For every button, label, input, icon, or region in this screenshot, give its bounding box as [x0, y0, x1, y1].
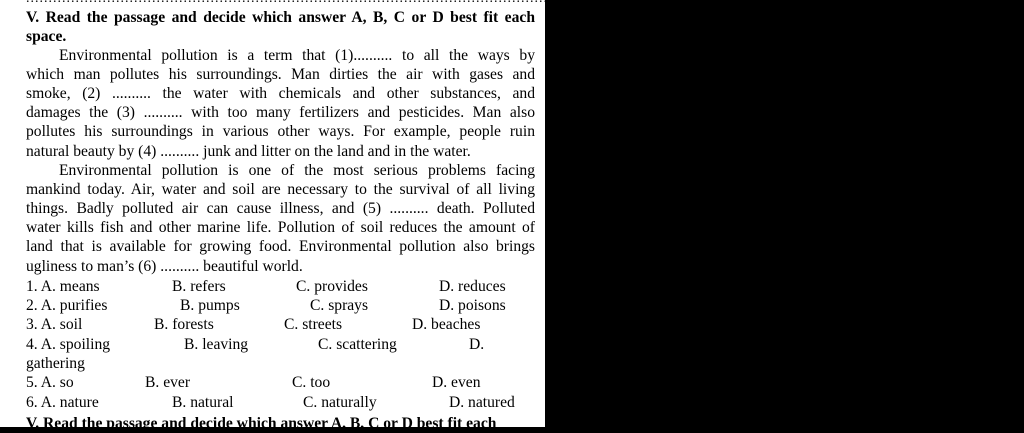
question-4-option-c: C. scattering [318, 336, 397, 353]
question-5-option-a: 5. A. so [26, 374, 74, 391]
question-6-option-b: B. natural [172, 394, 234, 411]
passage-line: which man pollutes his surroundings. Man dirties the air with gases and [26, 66, 535, 83]
question-1-option-d: D. reduces [439, 278, 506, 295]
question-3-option-a: 3. A. soil [26, 316, 83, 333]
question-2-option-c: C. sprays [310, 297, 369, 314]
passage-line: mankind today. Air, water and soil are necessary to the survival of all living [26, 181, 535, 198]
question-5-option-c: C. too [292, 374, 331, 391]
question-3-option-b: B. forests [154, 316, 214, 333]
question-4-option-d-cont: gathering [26, 355, 85, 372]
cutoff-heading: V. Read the passage and decide which answer A, B, C or D best fit each [26, 415, 497, 432]
question-4-option-a: 4. A. spoiling [26, 336, 111, 353]
question-2-option-b: B. pumps [180, 297, 240, 314]
question-1-option-c: C. provides [296, 278, 368, 295]
passage-line: damages the (3) .......... with too many fertilizers and pesticides. Man also [26, 104, 535, 121]
passage-line: smoke, (2) .......... the water with chemicals and other substances, and [26, 85, 535, 102]
question-6-option-d: D. natured [449, 394, 515, 411]
question-1-option-a: 1. A. means [26, 278, 100, 295]
question-4-option-b: B. leaving [184, 336, 249, 353]
question-6-option-a: 6. A. nature [26, 394, 99, 411]
question-3-option-c: C. streets [284, 316, 343, 333]
passage-line: land that is available for growing food. Environmental pollution also brings [26, 238, 535, 255]
passage-line: things. Badly polluted air can cause illness, and (5) .......... death. Polluted [26, 200, 535, 217]
dotted-separator [26, 0, 535, 7]
section-heading-cont: space. [26, 28, 67, 45]
question-1-option-b: B. refers [172, 278, 226, 295]
section-heading: V. Read the passage and decide which answer A, B, C or D best fit each [26, 9, 535, 26]
passage-line: pollutes his surroundings in various other ways. For example, people ruin [26, 123, 535, 140]
passage-line: Environmental pollution is one of the most serious problems facing [59, 162, 535, 179]
passage-line: water kills fish and other marine life. Pollution of soil reduces the amount of [26, 219, 535, 236]
question-2-option-a: 2. A. purifies [26, 297, 108, 314]
question-3-option-d: D. beaches [412, 316, 481, 333]
passage-line: ugliness to man’s (6) .......... beautiful world. [26, 258, 303, 275]
question-6-option-c: C. naturally [303, 394, 377, 411]
question-4-option-d: D. [469, 336, 485, 353]
question-2-option-d: D. poisons [439, 297, 506, 314]
question-5-option-d: D. even [432, 374, 481, 391]
passage-line: natural beauty by (4) .......... junk and litter on the land and in the water. [26, 143, 471, 160]
question-5-option-b: B. ever [145, 374, 191, 391]
passage-line: Environmental pollution is a term that (1).......... to all the ways by [59, 47, 535, 64]
